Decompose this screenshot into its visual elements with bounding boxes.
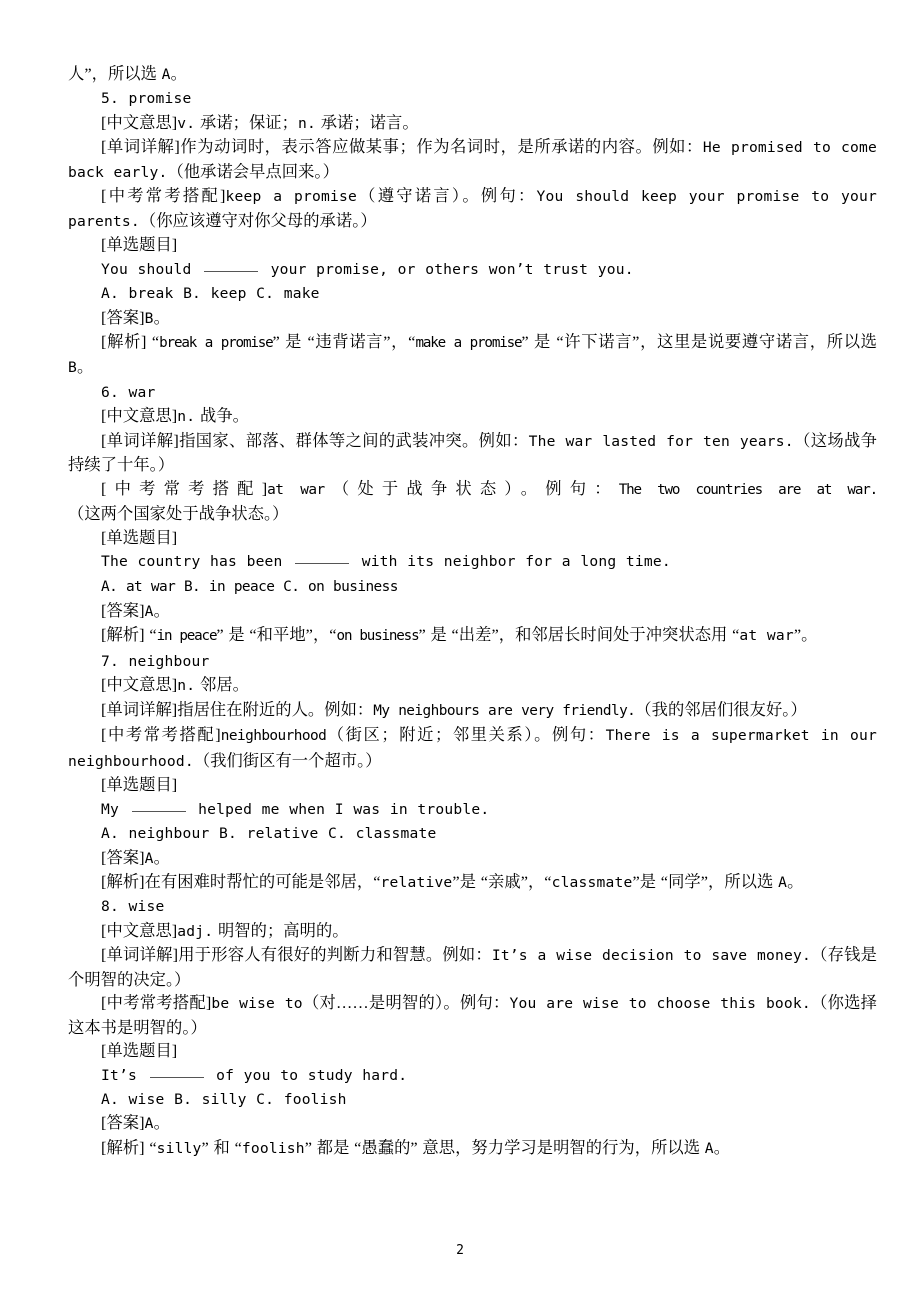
paragraph	[68, 1136, 877, 1160]
paragraph	[68, 526, 877, 549]
text-run-cjk: （你应该遵守对你父母的承诺。）	[139, 210, 377, 230]
text-run-cjk: （处于战争状态）。例句：	[324, 478, 619, 498]
text-run-latin: relative	[380, 873, 453, 891]
text-run-cjk: （这两个国家处于战争状态。）	[68, 504, 289, 524]
paragraph	[68, 1039, 877, 1062]
text-run-latin: at war	[267, 481, 325, 498]
text-run-cjk: 明智的；高明的。	[213, 920, 349, 940]
paragraph	[68, 257, 877, 281]
text-run-cjk: （我们街区有一个超市。）	[193, 750, 382, 770]
paragraph	[68, 330, 877, 380]
paragraph	[68, 773, 877, 796]
text-run-cjk: [单选题目]	[101, 775, 178, 795]
text-run-cjk: （遵守诺言）。例句：	[356, 186, 537, 206]
text-run-latin: foolish	[241, 1139, 305, 1157]
paragraph	[68, 404, 877, 428]
text-run-latin: A. wise B. silly C. foolish	[101, 1091, 347, 1109]
text-run-cjk: [答案]	[101, 847, 145, 867]
paragraph	[68, 870, 877, 894]
paragraph	[68, 574, 877, 599]
text-run-cjk: 承诺；诺言。	[315, 112, 419, 132]
text-run-latin: B	[68, 359, 77, 377]
text-run-latin: helped me when I was in trouble.	[188, 800, 490, 818]
text-run-latin: break a promise	[159, 334, 273, 351]
text-run-cjk: [中文意思]	[101, 675, 178, 695]
paragraph	[68, 846, 877, 870]
text-run-cjk: ” 是 “违背诺言”，“	[272, 331, 416, 351]
paragraph	[68, 673, 877, 697]
text-run-latin: A	[144, 1115, 154, 1133]
text-run-cjk: 。	[153, 307, 170, 327]
answer-blank	[204, 259, 258, 272]
text-run-cjk: 承诺；保证；	[195, 112, 298, 132]
text-run-cjk: （存钱是个明智的决定。）	[68, 945, 877, 989]
text-run-cjk: 。	[153, 1113, 170, 1133]
paragraph	[68, 380, 877, 404]
text-run-cjk: ”是 “同学”，所以选	[632, 871, 779, 891]
text-run-latin: The two countries are at war.	[618, 481, 877, 498]
paragraph	[68, 111, 877, 135]
paragraph	[68, 991, 877, 1039]
paragraph	[68, 723, 877, 773]
answer-blank	[132, 799, 186, 812]
text-run-cjk: 邻居。	[195, 675, 249, 695]
paragraph	[68, 623, 877, 648]
text-run-cjk: [解析] “	[101, 331, 160, 351]
text-run-latin: B	[144, 309, 154, 327]
text-run-cjk: [单词详解]指国家、部落、群体等之间的武装冲突。例如：	[101, 430, 529, 450]
text-run-cjk: 人”，所以选	[68, 64, 162, 83]
answer-blank	[295, 551, 349, 564]
paragraph	[68, 1087, 877, 1111]
text-run-latin: at war	[739, 627, 794, 645]
text-run-cjk: ”。	[793, 625, 818, 645]
text-run-cjk: （对……是明智的）。例句：	[302, 993, 510, 1013]
paragraph	[68, 698, 877, 723]
text-run-cjk: [单选题目]	[101, 1041, 178, 1061]
text-run-latin: 5. promise	[101, 90, 192, 108]
text-run-latin: 7. neighbour	[101, 652, 210, 670]
answer-blank	[150, 1065, 204, 1078]
text-run-cjk: [单词详解]指居住在附近的人。例如：	[101, 699, 374, 719]
text-run-cjk: [中考常考搭配]	[101, 993, 212, 1013]
text-run-latin: 8. wise	[101, 898, 165, 916]
paragraph	[68, 943, 877, 991]
text-run-latin: classmate	[551, 873, 633, 891]
text-run-latin: on business	[336, 628, 419, 645]
text-run-cjk: [解析] “	[101, 1137, 157, 1157]
paragraph	[68, 135, 877, 184]
text-run-cjk: （我的邻居们很友好。）	[635, 699, 807, 719]
paragraph	[68, 821, 877, 845]
paragraph	[68, 429, 877, 477]
text-run-latin: A	[144, 849, 154, 867]
text-run-cjk: [解析] “	[101, 625, 157, 645]
paragraph	[68, 86, 877, 110]
text-run-cjk: ” 是 “和平地”，“	[216, 625, 337, 645]
text-run-cjk: ” 是 “出差”，和邻居长时间处于冲突状态用 “	[418, 625, 740, 645]
text-run-latin: adj.	[177, 922, 214, 940]
text-run-latin: A	[144, 602, 154, 620]
page-number: 2	[456, 1243, 464, 1258]
text-run-cjk: [中考常考搭配]	[101, 725, 221, 745]
text-run-cjk: [单选题目]	[101, 527, 178, 547]
text-run-cjk: [答案]	[101, 600, 145, 620]
text-run-cjk: ”是 “亲戚”，“	[452, 871, 552, 891]
paragraph	[68, 599, 877, 623]
paragraph	[68, 649, 877, 673]
text-run-latin: make a promise	[415, 334, 522, 351]
text-run-latin: neighbourhood	[220, 728, 327, 745]
text-run-cjk: 战争。	[195, 406, 249, 426]
text-run-latin: your promise, or others won’t trust you.	[261, 260, 634, 278]
text-run-latin: The country has been	[101, 553, 293, 571]
text-run-latin: v.	[177, 114, 196, 132]
text-run-latin: A	[704, 1139, 714, 1157]
text-run-cjk: （你选择这本书是明智的。）	[68, 993, 878, 1037]
text-run-cjk: （这场战争持续了十年。）	[68, 430, 877, 475]
text-run-latin: of you to study hard.	[206, 1066, 408, 1084]
text-run-latin: keep a promise	[225, 188, 357, 206]
text-run-cjk: [单词详解]作为动词时，表示答应做某事；作为名词时，是所承诺的内容。例如：	[101, 137, 703, 157]
text-run-cjk: 。	[713, 1137, 731, 1157]
text-run-cjk: 。	[787, 871, 804, 891]
text-run-cjk: [中文意思]	[101, 920, 178, 940]
text-run-latin: with its neighbor for a long time.	[352, 553, 671, 571]
paragraph	[68, 919, 877, 943]
text-run-cjk: [解析]在有困难时帮忙的可能是邻居，“	[101, 871, 381, 891]
text-run-cjk: ” 都是 “愚蠢的” 意思，努力学习是明智的行为，所以选	[304, 1137, 705, 1157]
text-run-latin: n.	[297, 114, 316, 132]
paragraph	[68, 549, 877, 573]
text-run-latin: The war lasted for ten years.	[528, 432, 794, 450]
text-run-cjk: 。	[153, 600, 170, 620]
text-run-cjk: ” 是 “许下诺言”，这里是说要遵守诺言，所以选	[521, 331, 877, 351]
text-run-latin: It’s a wise decision to save money.	[491, 947, 811, 965]
text-run-latin: You should	[101, 260, 202, 278]
text-run-latin: in peace	[156, 628, 217, 645]
paragraph	[68, 62, 877, 86]
paragraph	[68, 233, 877, 256]
text-run-latin: A	[161, 66, 171, 83]
text-run-cjk: [中考常考搭配]	[101, 478, 268, 498]
paragraph	[68, 797, 877, 821]
text-run-latin: My neighbours are very friendly.	[373, 702, 636, 719]
text-run-cjk: 。	[153, 847, 170, 867]
text-run-latin: There is a supermarket in our neighbourhood.	[68, 727, 877, 770]
text-run-latin: He promised to come back early.	[68, 139, 877, 181]
text-run-latin: You are wise to choose this book.	[509, 995, 811, 1013]
paragraph	[68, 894, 877, 918]
text-run-cjk: [单词详解]用于形容人有很好的判断力和智慧。例如：	[101, 945, 492, 965]
paragraph	[68, 1111, 877, 1135]
text-run-latin: A. neighbour B. relative C. classmate	[101, 825, 437, 843]
text-run-latin: silly	[156, 1139, 202, 1157]
text-run-latin: You should keep your promise to your parents.	[68, 188, 877, 230]
text-run-latin: A. break B. keep C. make	[101, 285, 320, 303]
text-run-latin: A. at war B. in peace C. on business	[101, 578, 398, 595]
text-run-cjk: [中文意思]	[101, 406, 178, 426]
text-run-cjk: （他承诺会早点回来。）	[167, 161, 339, 181]
text-run-cjk: （街区；附近；邻里关系）。例句：	[326, 725, 606, 745]
text-run-latin: n.	[177, 677, 196, 695]
text-run-cjk: [单选题目]	[101, 235, 178, 255]
text-run-cjk: 。	[77, 357, 94, 377]
text-run-cjk: ” 和 “	[201, 1137, 242, 1157]
text-run-cjk: [中文意思]	[101, 112, 178, 132]
text-run-latin: It’s	[101, 1066, 147, 1084]
paragraph	[68, 184, 877, 233]
text-run-cjk: 。	[170, 64, 187, 83]
paragraph	[68, 1063, 877, 1087]
paragraph	[68, 306, 877, 330]
text-run-latin: 6. war	[101, 383, 156, 401]
text-run-latin: be wise to	[211, 995, 303, 1013]
paragraph	[68, 281, 877, 305]
paragraph	[68, 477, 877, 526]
text-run-cjk: [答案]	[101, 307, 145, 327]
text-run-cjk: [中考常考搭配]	[101, 186, 226, 206]
text-run-latin: My	[101, 800, 129, 818]
text-run-cjk: [答案]	[101, 1113, 145, 1133]
text-run-latin: n.	[177, 408, 196, 426]
text-run-latin: A	[778, 873, 788, 891]
document-body	[68, 62, 877, 1160]
